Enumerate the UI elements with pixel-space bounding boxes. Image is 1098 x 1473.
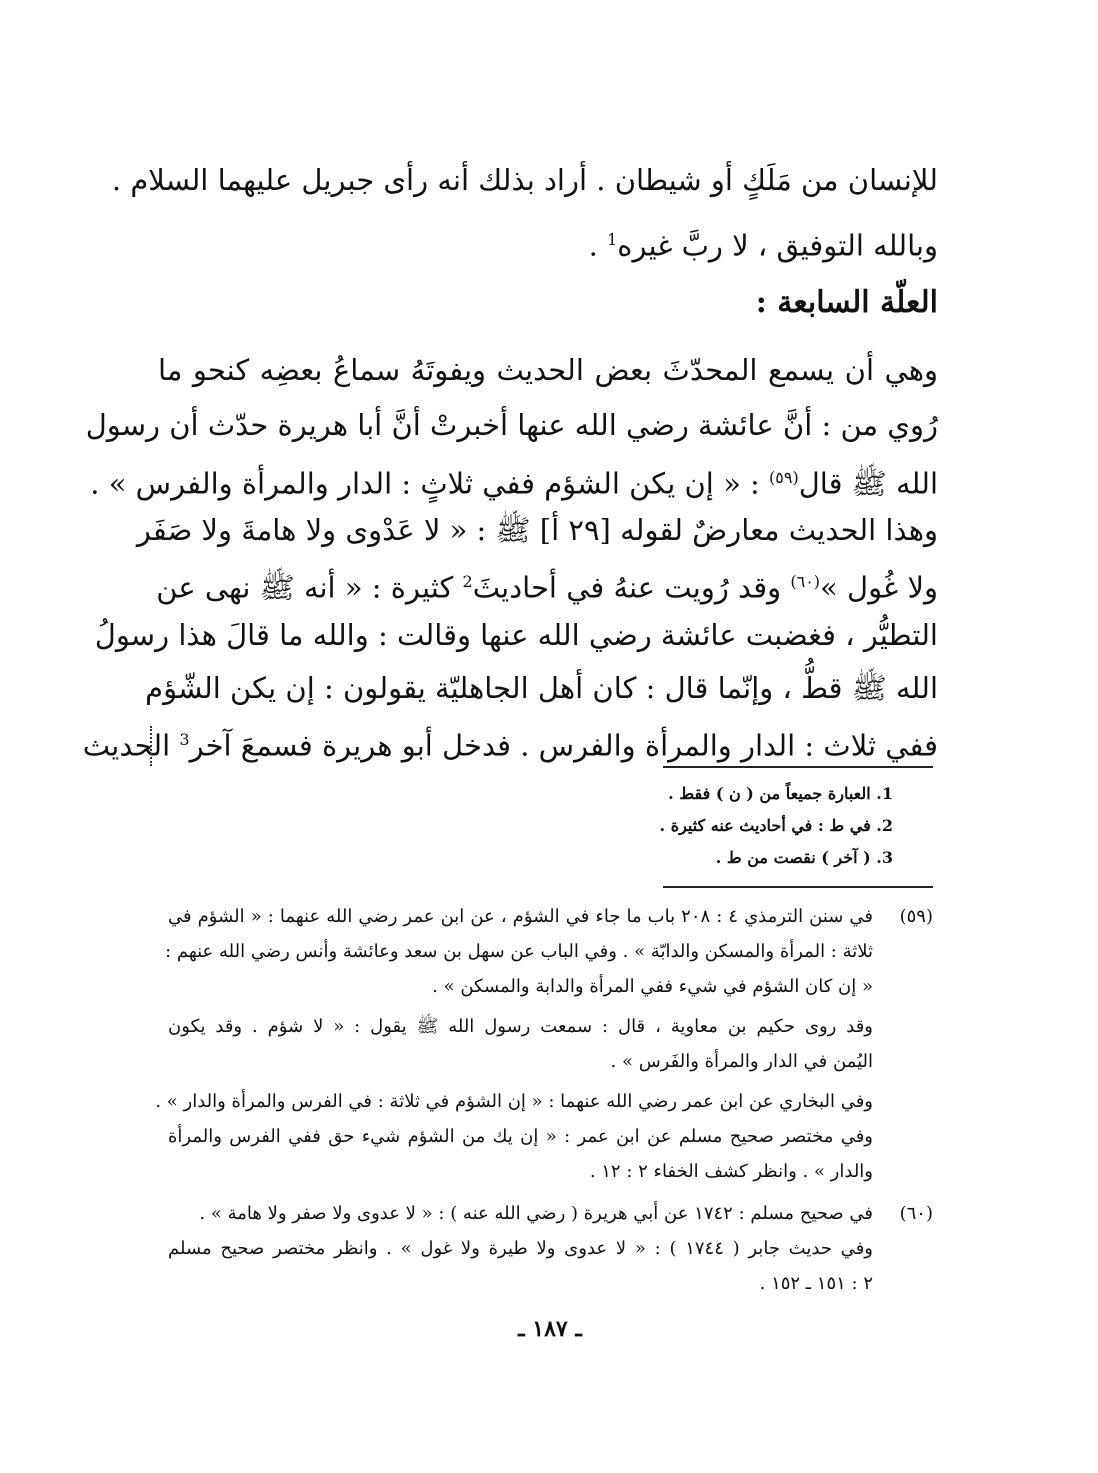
note-line: اليُمن في الدار والمرأة والفَرس » . [610,1051,873,1072]
note-line: « إن كان الشؤم في شيء ففي المرأة والدابة والمسكن » . [432,976,873,997]
footnote-ref: 3 [179,730,190,749]
main-text-line [82,720,938,766]
footnote: 1. العبارة جميعاً من ( ن ) فقط . [668,784,893,803]
section-heading: العلّة السابعة : [755,285,938,320]
note-line: وفي حديث جابر ( ١٧٤٤ ) : « لا عدوى ولا طيرة ولا غول » . وانظر مختصر صحيح مسلم [168,1238,873,1259]
main-text-line: الله ﷺ قطُّ ، وإنّما قال : كان أهل الجاهليّة يقولون : إن يكن الشّؤم [145,671,938,705]
text-span: ولا غُول » [820,570,938,605]
text-span: الحديث [82,728,180,763]
main-text-line: رُوي من : أنَّ عائشة رضي الله عنها أخبرتْ أنَّ أبا هريرة حدّث أن رسول [85,408,938,442]
footnote: 2. في ط : في أحاديث عنه كثيرة . [659,816,893,835]
footnote-ref: 1 [607,230,618,249]
main-text-line [158,220,938,266]
page-number: ـ ١٨٧ ـ [518,1316,582,1342]
footnote-ref: (٦٠) [790,572,821,591]
footnote: 3. ( آخر ) نقصت من ط . [715,848,893,867]
main-text-line [111,160,938,200]
text-span: وبالله التوفيق ، لا ربَّ غيره [617,228,938,263]
notes-separator [663,886,933,888]
note-line: والدار » . وانظر كشف الخفاء ٢ : ١٢ . [589,1161,873,1182]
main-text-line [158,562,938,608]
text-span: : « إن يكن الشؤم ففي ثلاثٍ : الدار والمرأة والفرس » . [90,466,770,501]
note-line: في صحيح مسلم : ١٧٤٢ عن أبي هريرة ( رضي الله عنه ) : « لا عدوى ولا صفر ولا هامة » . [199,1203,873,1224]
note-line: وقد روى حكيم بن معاوية ، قال : سمعت رسول الله ﷺ يقول : « لا شؤم . وقد يكون [168,1016,873,1037]
text-span: . [588,228,608,263]
text-span: الله ﷺ قال [798,466,938,501]
footnote-ref: 2 [462,572,473,591]
text-span: كثيرة : « أنه ﷺ نهى عن [156,570,463,605]
margin-mark [150,726,158,766]
note-number: (٥٩) [899,906,933,927]
note-line: وفي البخاري عن ابن عمر رضي الله عنهما : « إن الشؤم في ثلاثة : في الفرس والمرأة والدار » . [155,1091,873,1112]
main-text-line: وهذا الحديث معارضٌ لقوله [٢٩ أ] ﷺ : « لا عَدْوى ولا هامةَ ولا صَفَر [136,513,938,547]
text-span: ففي ثلاث : الدار والمرأة والفرس . فدخل أبو هريرة فسمعَ آخر [189,728,938,763]
footnote-separator [663,766,933,768]
text-span: وقد رُويت عنهُ في أحاديثَ [472,570,791,605]
main-text-line: التطيُّر ، فغضبت عائشة رضي الله عنها وقالت : والله ما قالَ هذا رسولُ [94,618,938,652]
main-text-line: وهي أن يسمع المحدّثَ بعض الحديث ويفوتَهُ سماعُ بعضِه كنحو ما [158,353,938,387]
footnote-ref: (٥٩) [769,468,799,487]
note-number: (٦٠) [899,1203,933,1224]
note-line: ثلاثة : المرأة والمسكن والدابّة » . وفي الباب عن سهل بن سعد وعائشة وأنس رضي الله عنهم : [165,941,873,962]
main-text-line [90,458,938,504]
note-line: في سنن الترمذي ٤ : ٢٠٨ باب ما جاء في الشؤم ، عن ابن عمر رضي الله عنهما : « الشؤم في [168,906,874,927]
note-line: ٢ : ١٥١ ـ ١٥٢ . [759,1273,873,1294]
note-line: وفي مختصر صحيح مسلم عن ابن عمر : « إن يك من الشؤم شيء حق ففي الفرس والمرأة [168,1126,873,1147]
text-span: للإنسان من مَلَكٍ أو شيطان . أراد بذلك أنه رأى جبريل عليهما السلام . [111,163,938,197]
